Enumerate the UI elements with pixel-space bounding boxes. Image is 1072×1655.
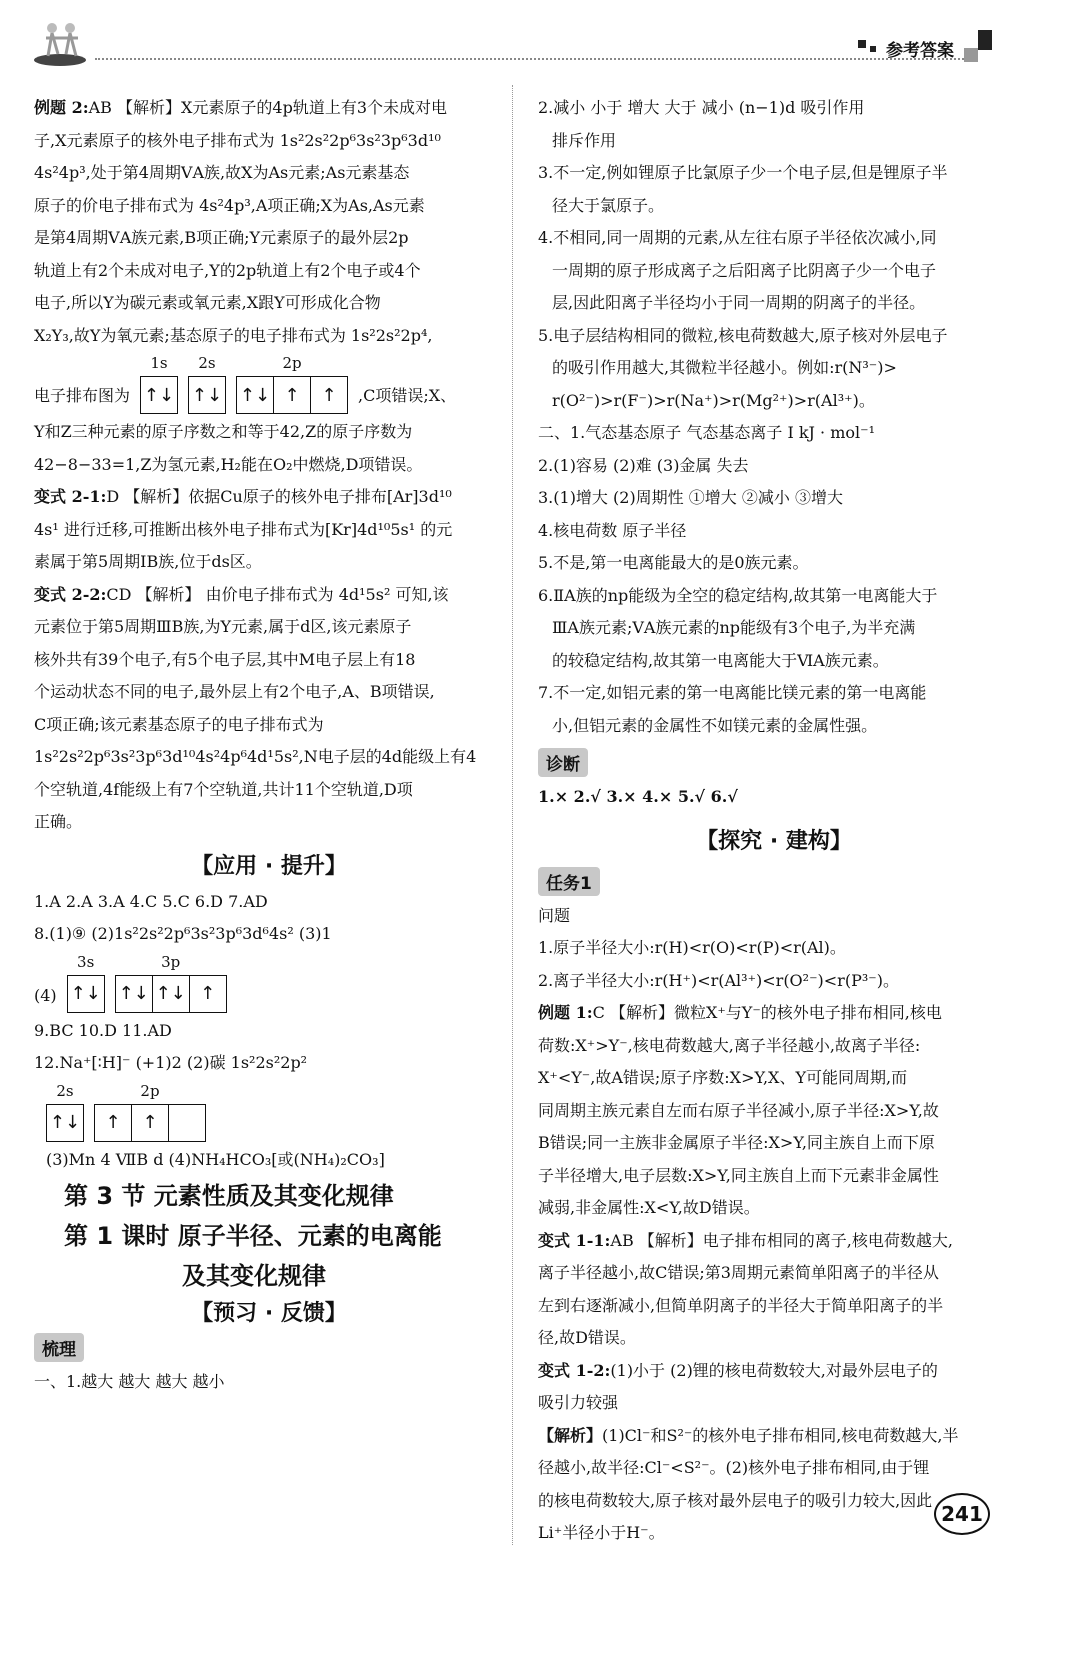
question-label: 问题: [538, 905, 571, 925]
v11-line: 径,故D错误。: [538, 1328, 636, 1347]
right-line: r(O²⁻)>r(F⁻)>r(Na⁺)>r(Mg²⁺)>r(Al³⁺)。: [552, 390, 875, 410]
right-line: 6.ⅡA族的np能级为全空的稳定结构,故其第一电离能大于: [538, 585, 938, 605]
v12-jx-line: 径越小,故半径:Cl⁻<S²⁻。(2)核外电子排布相同,由于锂: [538, 1458, 930, 1477]
header-mark: [858, 40, 866, 48]
v22-line: 1s²2s²2p⁶3s²3p⁶3d¹⁰4s²4p⁶4d¹5s²,N电子层的4d能级上有4: [34, 747, 477, 766]
header-rule: [95, 58, 972, 60]
ex2-line: 例题 2:AB 【解析】X元素原子的4p轨道上有3个未成对电: [34, 98, 448, 117]
left-column: [34, 92, 504, 1399]
ex2-line: 原子的价电子排布式为 4s²4p³,A项正确;X为As,As元素: [34, 195, 425, 215]
tag-diagnose: 诊断: [538, 748, 588, 777]
right-line: 2.(1)容易 (2)难 (3)金属 失去: [538, 455, 749, 475]
ex1-line: 子半径增大,电子层数:X>Y,同主族自上而下元素非金属性: [538, 1165, 939, 1185]
question-1: 1.原子半径大小:r(H)<r(O)<r(P)<r(Al)。: [538, 938, 846, 957]
orbital-box: ↑: [274, 377, 311, 413]
v22-line: C项正确;该元素基态原子的电子排布式为: [34, 714, 324, 734]
v21-line: 变式 2-1:D 【解析】依据Cu原子的核外电子排布[Ar]3d¹⁰: [34, 487, 452, 506]
orbital-box: ↑↓: [153, 976, 190, 1012]
header-mark: [870, 46, 876, 52]
right-line: 5.电子层结构相同的微粒,核电荷数越大,原子核对外层电子: [538, 325, 948, 345]
v12-line: 吸引力较强: [538, 1393, 619, 1412]
page-number: 241: [934, 1493, 990, 1535]
ex1-line: 荷数:X⁺>Y⁻,核电荷数越大,离子半径越小,故离子半径:: [538, 1035, 921, 1055]
lesson-title: 第 1 课时 原子半径、元素的电离能: [64, 1222, 442, 1250]
question-2: 2.离子半径大小:r(H⁺)<r(Al³⁺)<r(O²⁻)<r(P³⁻)。: [538, 970, 899, 990]
orbital-box: [169, 1105, 205, 1141]
right-line: 3.不一定,例如锂原子比氯原子少一个电子层,但是锂原子半: [538, 163, 948, 182]
v12-jx-line: Li⁺半径小于H⁻。: [538, 1523, 665, 1542]
right-line: 7.不一定,如铝元素的第一电离能比镁元素的第一电离能: [538, 683, 927, 702]
right-line: 的吸引作用越大,其微粒半径越小。例如:r(N³⁻)>: [552, 358, 897, 377]
ex2-tail: 42−8−33=1,Z为氢元素,H₂能在O₂中燃烧,D项错误。: [34, 454, 423, 474]
ex2-tail: Y和Z三种元素的原子序数之和等于42,Z的原子序数为: [34, 422, 413, 441]
v12-jx-line: 【解析】(1)Cl⁻和S²⁻的核外电子排布相同,核电荷数越大,半: [538, 1425, 959, 1445]
right-line: 的较稳定结构,故其第一电离能大于ⅥA族元素。: [552, 650, 889, 670]
ex2-line: X₂Y₃,故Y为氧元素;基态原子的电子排布式为 1s²2s²2p⁴,: [34, 325, 433, 345]
right-line: 2.减小 小于 增大 大于 减小 (n−1)d 吸引作用: [538, 98, 865, 117]
v22-line: 核外共有39个电子,有5个电子层,其中M电子层上有18: [34, 649, 416, 669]
orbital-box: ↑↓: [191, 384, 223, 406]
ex1-line: X⁺<Y⁻,故A错误;原子序数:X>Y,X、Y可能同周期,而: [538, 1068, 908, 1087]
v22-line: 变式 2-2:CD 【解析】 由价电子排布式为 4d¹5s² 可知,该: [34, 584, 449, 604]
tag-sort: 梳理: [34, 1333, 84, 1362]
right-line: 5.不是,第一电离能最大的是0族元素。: [538, 553, 809, 572]
header-block: [978, 30, 992, 50]
header-block: [964, 48, 978, 62]
right-line: 层,因此阳离子半径均小于同一周期的阴离子的半径。: [552, 293, 926, 312]
v22-line: 元素位于第5周期ⅢB族,为Y元素,属于d区,该元素原子: [34, 617, 412, 636]
v11-line: 变式 1-1:AB 【解析】电子排布相同的离子,核电荷数越大,: [538, 1230, 953, 1250]
ex2-line: 轨道上有2个未成对电子,Y的2p轨道上有2个电子或4个: [34, 260, 421, 280]
ex2-line: 4s²4p³,处于第4周期ⅤA族,故X为As元素;As元素基态: [34, 163, 410, 182]
ex1-line: B错误;同一主族非金属原子半径:X>Y,同主族自上而下原: [538, 1133, 935, 1152]
v12-line: 变式 1-2:(1)小于 (2)锂的核电荷数较大,对最外层电子的: [538, 1360, 938, 1380]
orbital-box: ↑: [132, 1105, 169, 1141]
v22-line: 个运动状态不同的电子,最外层上有2个电子,A、B项错误,: [34, 682, 435, 701]
orbital-diagram-2: (4) 3s ↑↓ 3p ↑↓ ↑↓ ↑: [34, 953, 504, 1013]
orbital-diagram-1: 电子排布图为 1s ↑↓ 2s ↑↓ 2p ↑↓ ↑ ↑ ,C项错误;X、: [34, 354, 504, 414]
orbital-box: ↑↓: [237, 377, 274, 413]
lesson-title-2: 及其变化规律: [182, 1262, 326, 1290]
chapter-title: 第 3 节 元素性质及其变化规律: [64, 1182, 394, 1210]
v11-line: 左到右逐渐减小,但简单阴离子的半径大于简单阳离子的半: [538, 1295, 944, 1315]
column-divider: [512, 85, 513, 1545]
v22-line: 正确。: [34, 812, 83, 831]
answer-8: 8.(1)⑨ (2)1s²2s²2p⁶3s²3p⁶3d⁶4s² (3)1: [34, 924, 332, 943]
orbital-diagram-3: 2s ↑↓ 2p ↑ ↑: [46, 1082, 504, 1142]
sort-answers: 一、1.越大 越大 越大 越小: [34, 1372, 225, 1391]
orbital-box: ↑↓: [70, 983, 101, 1004]
v21-line: 4s¹ 进行迁移,可推断出核外电子排布式为[Kr]4d¹⁰5s¹ 的元: [34, 519, 453, 539]
orbital-box: ↑: [95, 1105, 132, 1141]
right-line: 4.核电荷数 原子半径: [538, 520, 687, 540]
orbital-box: ↑↓: [116, 976, 153, 1012]
section-apply: 【应用 · 提升】: [191, 853, 347, 879]
orbital-box: ↑: [321, 384, 337, 406]
answers-1-7: 1.A 2.A 3.A 4.C 5.C 6.D 7.AD: [34, 891, 268, 911]
answer-12b: (3)Mn 4 ⅦB d (4)NH₄HCO₃[或(NH₄)₂CO₃]: [46, 1149, 385, 1169]
right-line: 3.(1)增大 (2)周期性 ①增大 ②减小 ③增大: [538, 488, 843, 507]
orbital-box: ↑↓: [143, 384, 175, 406]
right-column: [538, 92, 1010, 1550]
answers-9-11: 9.BC 10.D 11.AD: [34, 1020, 172, 1040]
answer-12: 12.Na⁺[∶H]⁻ (+1)2 (2)碳 1s²2s²2p²: [34, 1053, 308, 1072]
ex2-line: 子,X元素原子的核外电子排布式为 1s²2s²2p⁶3s²3p⁶3d¹⁰: [34, 130, 441, 150]
section-explore: 【探究 · 建构】: [696, 828, 852, 854]
v12-jx-line: 的核电荷数较大,原子核对最外层电子的吸引力较大,因此: [538, 1490, 933, 1510]
v11-line: 离子半径越小,故C错误;第3周期元素简单阳离子的半径从: [538, 1263, 939, 1282]
tag-task1: 任务1: [538, 867, 600, 896]
section-preview: 【预习 · 反馈】: [191, 1301, 347, 1326]
ex2-line: 电子,所以Y为碳元素或氧元素,X跟Y可形成化合物: [34, 293, 381, 312]
right-line: 二、1.气态基态原子 气态基态离子 I kJ · mol⁻¹: [538, 423, 875, 442]
right-line: 小,但铝元素的金属性不如镁元素的金属性强。: [552, 715, 878, 735]
ex1-line: 同周期主族元素自左而右原子半径减小,原子半径:X>Y,故: [538, 1100, 939, 1120]
ex1-line: 例题 1:C 【解析】微粒X⁺与Y⁻的核外电子排布相同,核电: [538, 1003, 942, 1022]
right-line: 径大于氯原子。: [552, 195, 665, 215]
header-logo: [30, 18, 90, 68]
ex2-line: 是第4周期ⅤA族元素,B项正确;Y元素原子的最外层2p: [34, 228, 409, 247]
right-line: ⅢA族元素;ⅤA族元素的np能级有3个电子,为半充满: [552, 618, 916, 637]
ex1-line: 减弱,非金属性:X<Y,故D错误。: [538, 1198, 760, 1217]
v21-line: 素属于第5周期ⅠB族,位于ds区。: [34, 552, 262, 571]
diagnose-answers: 1.× 2.√ 3.× 4.× 5.√ 6.√: [538, 787, 738, 806]
v22-line: 个空轨道,4f能级上有7个空轨道,共计11个空轨道,D项: [34, 779, 413, 799]
right-line: 排斥作用: [552, 130, 617, 150]
header-title: 参考答案: [886, 41, 954, 61]
orbital-box: ↑: [200, 983, 216, 1004]
right-line: 4.不相同,同一周期的元素,从左往右原子半径依次减小,同: [538, 228, 937, 247]
right-line: 一周期的原子形成离子之后阳离子比阴离子少一个电子: [552, 260, 937, 280]
orbital-box: ↑↓: [49, 1112, 81, 1133]
